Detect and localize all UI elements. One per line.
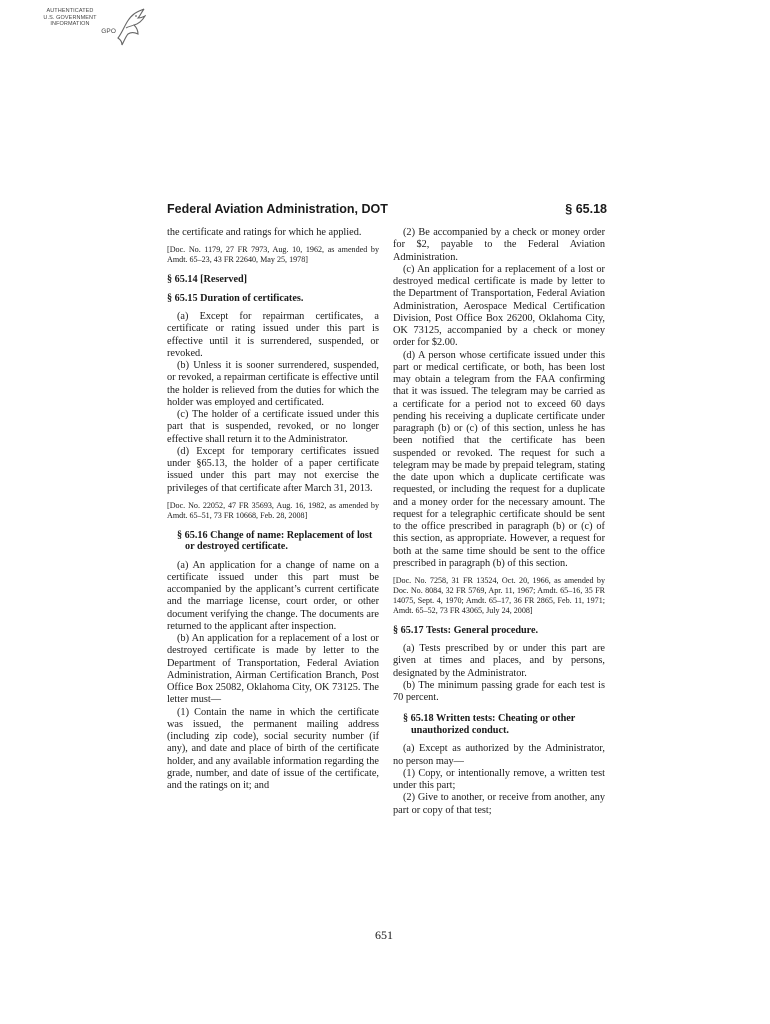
section-number: § 65.17 [393,624,424,636]
paragraph-65-16-d: (d) A person whose certificate issued under this part or medical certificate, or both, has been lost may obtain a telegram from the FAA confirming that it was issued. The telegram may be carried as a certificate for a period not to exceed 60 days pending his receiving a duplicate certificate under paragraph (b) or (c) of this section, unless he has been notified that the certificate has been suspended or revoked. The request for such a telegram may be made by prepaid telegram, stating the date upon which a duplicate certificate was requested, or including the request for a duplicate and a money order for the necessary amount. The request for a telegraphic certificate should be sent to the office prescribed in paragraph (b) or (c) of this section, as appropriate. However, a request for both at the same time should be sent to the office prescribed in paragraph (b) of this section. [393,349,605,569]
section-number: § 65.15 [167,292,198,304]
paragraph-65-17-a: (a) Tests prescribed by or under this part are given at times and places, and by persons, designated by the Administrator. [393,643,605,679]
page-number: 651 [375,928,393,942]
paragraph-65-16-b-1: (1) Contain the name in which the certificate was issued, the permanent mailing address (including zip code), social security number (if any), and date and place of birth of the certificate holder, and any available information regarding the grade, number, and date of issue of the certificate, and the ratings on it; and [167,706,379,792]
gpo-line-1: AUTHENTICATED [46,8,94,14]
gpo-line-3: INFORMATION [50,21,90,28]
section-title: Written tests: Cheating or other unauthorized conduct. [411,713,576,736]
paragraph-65-15-a: (a) Except for repairman certificates, a certificate or rating issued under this part is effective until it is surrendered, suspended, or revoked. [167,311,379,359]
section-number: § 65.16 [177,529,208,541]
eagle-icon [114,8,146,46]
section-heading-65-17 [393,625,605,637]
paragraph-65-18-a-1: (1) Copy, or intentionally remove, a written test under this part; [393,767,605,792]
citation: [Doc. No. 22052, 47 FR 35693, Aug. 16, 1982, as amended by Amdt. 65–51, 73 FR 10668, Feb. 28, 2008] [167,500,379,520]
gpo-authentication-logo [20,8,145,48]
paragraph-65-15-c: (c) The holder of a certificate issued under this part that is suspended, revoked, or no longer effective shall return it to the Administrator. [167,409,379,445]
paragraph-65-15-d: (d) Except for temporary certificates issued under §65.13, the holder of a paper certificate issued under this part may not exercise the privileges of that certificate after March 31, 2013. [167,445,379,494]
gpo-line-2: U.S. GOVERNMENT [43,14,97,21]
running-head [167,202,607,220]
section-header: § 65.18 [565,202,607,216]
paragraph-continued: the certificate and ratings for which he applied. [167,227,362,238]
section-title: [Reserved] [200,274,248,286]
section-heading-65-14 [167,274,379,286]
paragraph-65-18-a: (a) Except as authorized by the Administrator, no person may— [393,743,605,767]
section-number: § 65.18 [403,713,434,725]
section-title: Duration of certificates. [200,292,304,304]
section-heading-65-18 [393,713,605,736]
section-heading-65-16 [167,530,379,553]
right-column [393,227,605,817]
paragraph-65-16-b: (b) An application for a replacement of a lost or destroyed certificate is made by letter to the Department of Transportation, Federal Aviation Administration, Airman Certification Branch, Post Office Box 25082, Oklahoma City, OK 73125. The letter must— [167,633,379,706]
paragraph-65-16-c: (c) An application for a replacement of a lost or destroyed medical certificate is made by letter to the Department of Transportation, Federal Aviation Administration, Aerospace Medical Certification Division, Post Office Box 26200, Oklahoma City, OK 73125, accompanied by a check or money order for $2.00. [393,263,605,349]
agency-header: Federal Aviation Administration, DOT [167,202,388,216]
paragraph-65-15-b: (b) Unless it is sooner surrendered, suspended, or revoked, a repairman certificate is effective until the holder is relieved from the duties for which the holder was employed and certificated. [167,360,379,408]
section-heading-65-15 [167,293,379,305]
citation: [Doc. No. 7258, 31 FR 13524, Oct. 20, 1966, as amended by Doc. No. 8084, 32 FR 5769, Apr. 11, 1967; Amdt. 65–16, 35 FR 14075, Sept. 4, 1970; Amdt. 65–17, 36 FR 2865, Feb. 11, 1971; Amdt. 65–52, 73 FR 43065, July 24, 2008] [393,576,605,615]
citation: [Doc. No. 1179, 27 FR 7973, Aug. 10, 1962, as amended by Amdt. 65–23, 43 FR 22640, May 25, 1978] [167,245,379,265]
section-title: Tests: General procedure. [425,624,539,636]
left-column [167,227,379,792]
paragraph-65-16-b-2: (2) Be accompanied by a check or money order for $2, payable to the Federal Aviation Administration. [393,227,605,263]
gpo-mark: GPO [101,27,116,35]
gpo-authentication-text [20,8,120,35]
paragraph-65-18-a-2: (2) Give to another, or receive from another, any part or copy of that test; [393,792,605,816]
section-title: Change of name: Replacement of lost or destroyed certificate. [185,529,373,553]
paragraph-65-17-b: (b) The minimum passing grade for each test is 70 percent. [393,679,605,704]
paragraph-65-16-a: (a) An application for a change of name on a certificate issued under this part must be accompanied by the applicant’s current certificate and the marriage license, court order, or other document verifying the change. The documents are returned to the applicant after inspection. [167,559,379,632]
section-number: § 65.14 [167,274,198,286]
